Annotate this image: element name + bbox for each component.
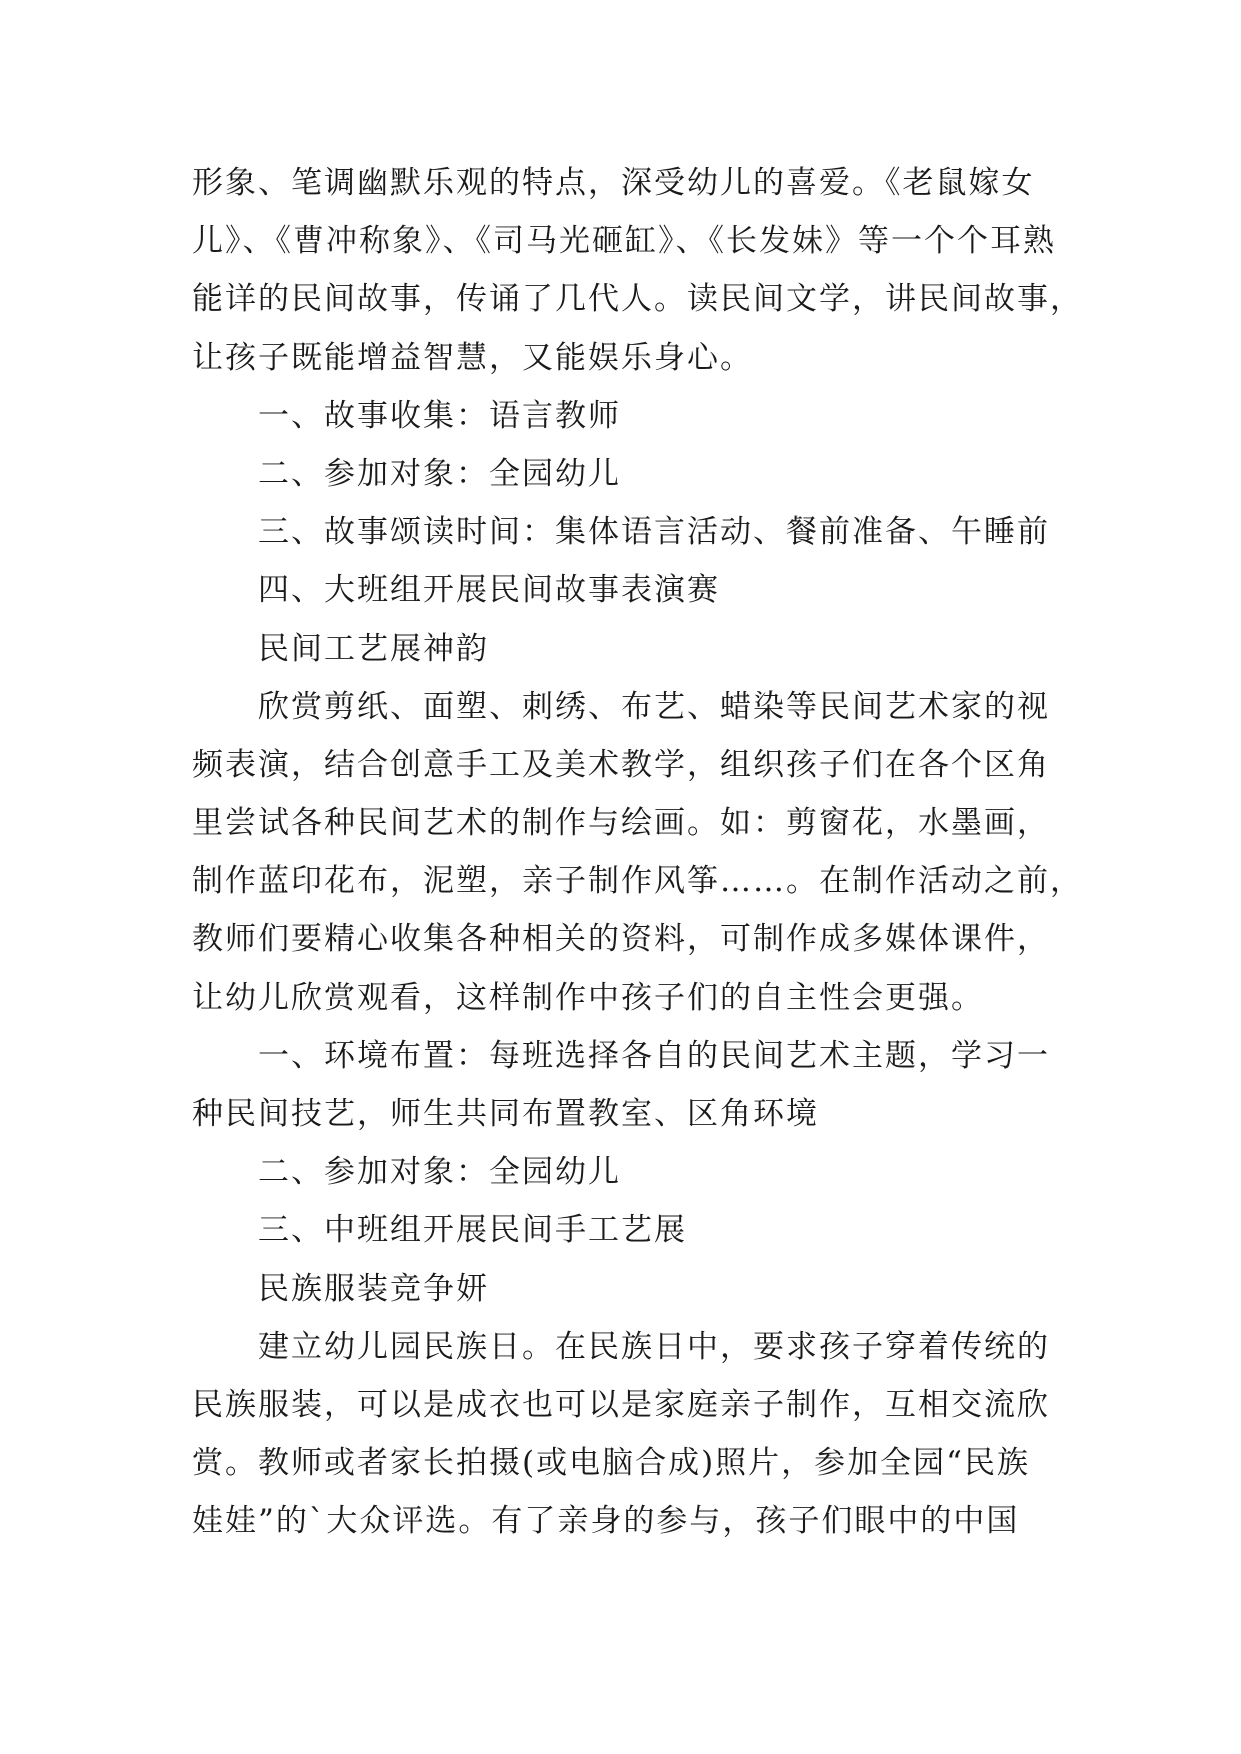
text-line: 民间工艺展神韵 xyxy=(258,630,489,667)
text-line: 制作蓝印花布，泥塑，亲子制作风筝……。在制作活动之前， xyxy=(192,863,1083,900)
text-line: 民族服装，可以是成衣也可以是家庭亲子制作，互相交流欣 xyxy=(192,1386,1050,1423)
text-line: 能详的民间故事，传诵了几代人。读民间文学，讲民间故事， xyxy=(192,281,1083,318)
text-line: 赏。教师或者家长拍摄(或电脑合成)照片，参加全园“民族 xyxy=(192,1445,1031,1482)
text-line: 四、大班组开展民间故事表演赛 xyxy=(258,572,720,609)
text-line: 种民间技艺，师生共同布置教室、区角环境 xyxy=(192,1096,819,1132)
text-line: 频表演，结合创意手工及美术教学，组织孩子们在各个区角 xyxy=(192,746,1050,783)
text-line: 里尝试各种民间艺术的制作与绘画。如：剪窗花，水墨画， xyxy=(192,805,1050,842)
text-line: 二、参加对象：全园幼儿 xyxy=(258,455,621,492)
body-text xyxy=(192,154,1083,1551)
text-line: 教师们要精心收集各种相关的资料，可制作成多媒体课件， xyxy=(192,921,1050,958)
text-line: 娃娃”的`大众评选。有了亲身的参与，孩子们眼中的中国 xyxy=(192,1503,1020,1540)
text-line: 一、环境布置：每班选择各自的民间艺术主题，学习一 xyxy=(258,1037,1050,1074)
text-line: 三、故事颂读时间：集体语言活动、餐前准备、午睡前 xyxy=(258,514,1050,551)
text-line: 让孩子既能增益智慧，又能娱乐身心。 xyxy=(192,339,753,376)
text-line: 欣赏剪纸、面塑、刺绣、布艺、蜡染等民间艺术家的视 xyxy=(258,688,1050,725)
text-line: 让幼儿欣赏观看，这样制作中孩子们的自主性会更强。 xyxy=(192,979,984,1016)
text-line: 三、中班组开展民间手工艺展 xyxy=(258,1212,687,1249)
text-line: 二、参加对象：全园幼儿 xyxy=(258,1154,621,1191)
text-line: 民族服装竞争妍 xyxy=(258,1270,489,1307)
text-line: 建立幼儿园民族日。在民族日中，要求孩子穿着传统的 xyxy=(258,1328,1050,1365)
text-line: 一、故事收集：语言教师 xyxy=(258,397,621,434)
text-line: 儿》、《曹冲称象》、《司马光砸缸》、《长发妹》等一个个耳熟 xyxy=(192,223,1056,260)
text-line: 形象、笔调幽默乐观的特点，深受幼儿的喜爱。《老鼠嫁女 xyxy=(192,165,1035,201)
